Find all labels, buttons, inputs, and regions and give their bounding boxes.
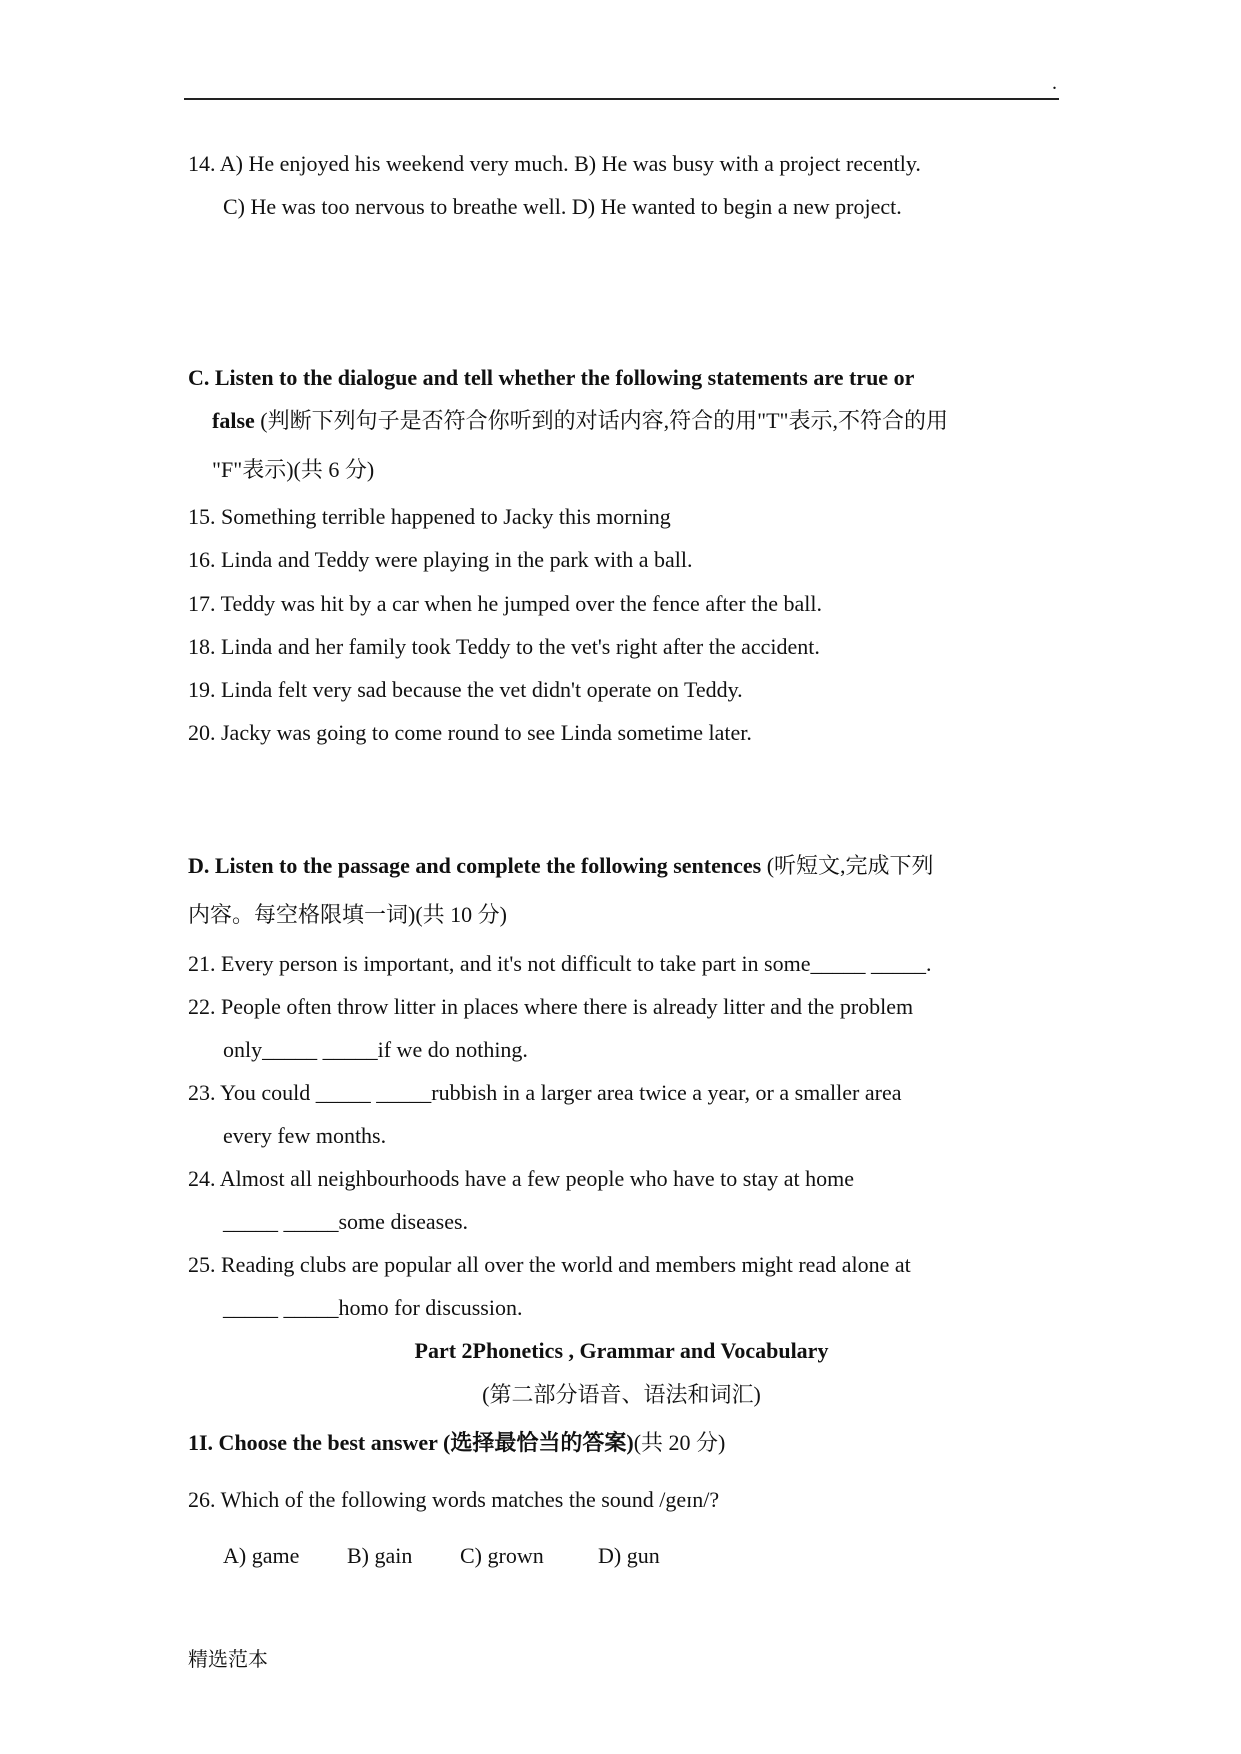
q16: 16. Linda and Teddy were playing in the park with a ball.: [188, 547, 693, 572]
header-dot: .: [1052, 72, 1057, 94]
section-c-instruction: (判断下列句子是否符合你听到的对话内容,符合的用"T"表示,不符合的用: [254, 408, 948, 433]
section-c-heading-line3: "F"表示)(共 6 分): [212, 457, 375, 482]
q26-option-a: A) game: [223, 1543, 300, 1568]
section-c-heading-line1: C. Listen to the dialogue and tell whether the following statements are true or: [188, 365, 915, 390]
q21: 21. Every person is important, and it's not difficult to take part in some_____ _____.: [188, 951, 932, 976]
q14-line2: C) He was too nervous to breathe well. D) He wanted to begin a new project.: [223, 194, 902, 219]
q26-stem: 26. Which of the following words matches the sound /geɪn/?: [188, 1487, 720, 1512]
section-ii-heading-points: (共 20 分): [633, 1430, 726, 1455]
q23-line1: 23. You could _____ _____rubbish in a larger area twice a year, or a smaller area: [188, 1080, 902, 1105]
q17: 17. Teddy was hit by a car when he jumped over the fence after the ball.: [188, 591, 822, 616]
section-d-heading-line2: 内容。每空格限填一词)(共 10 分): [188, 902, 507, 927]
section-d-heading-cn: (听短文,完成下列: [761, 853, 934, 878]
section-d-heading-bold: D. Listen to the passage and complete the following sentences: [188, 853, 762, 878]
q25-line2: _____ _____homo for discussion.: [223, 1295, 523, 1320]
q22-line2: only_____ _____if we do nothing.: [223, 1037, 528, 1062]
q18: 18. Linda and her family took Teddy to the vet's right after the accident.: [188, 634, 820, 659]
q26-option-c: C) grown: [460, 1543, 544, 1568]
q26-options: [223, 1545, 660, 1567]
q19: 19. Linda felt very sad because the vet didn't operate on Teddy.: [188, 677, 743, 702]
section-ii-heading: [188, 1432, 725, 1454]
section-c-false-word: false: [212, 408, 255, 433]
q24-line1: 24. Almost all neighbourhoods have a few people who have to stay at home: [188, 1166, 854, 1191]
section-ii-heading-bold: 1I. Choose the best answer (选择最恰当的答案): [188, 1430, 634, 1455]
section-c-heading-line2: [212, 410, 948, 432]
q20: 20. Jacky was going to come round to see Linda sometime later.: [188, 720, 752, 745]
header-rule: [184, 98, 1059, 100]
part2-title: Part 2Phonetics , Grammar and Vocabulary: [414, 1338, 829, 1363]
q14-line1: 14. A) He enjoyed his weekend very much. B) He was busy with a project recently.: [188, 151, 921, 176]
q26-option-d: D) gun: [598, 1543, 660, 1568]
q22-line1: 22. People often throw litter in places where there is already litter and the problem: [188, 994, 914, 1019]
part2-subtitle: (第二部分语音、语法和词汇): [482, 1382, 761, 1407]
q24-line2: _____ _____some diseases.: [223, 1209, 469, 1234]
q15: 15. Something terrible happened to Jacky this morning: [188, 504, 671, 529]
q23-line2: every few months.: [223, 1123, 387, 1148]
q26-option-b: B) gain: [347, 1543, 413, 1568]
q25-line1: 25. Reading clubs are popular all over the world and members might read alone at: [188, 1252, 911, 1277]
footer-text: 精选范本: [188, 1647, 268, 1671]
section-d-heading-line1: [188, 855, 934, 877]
